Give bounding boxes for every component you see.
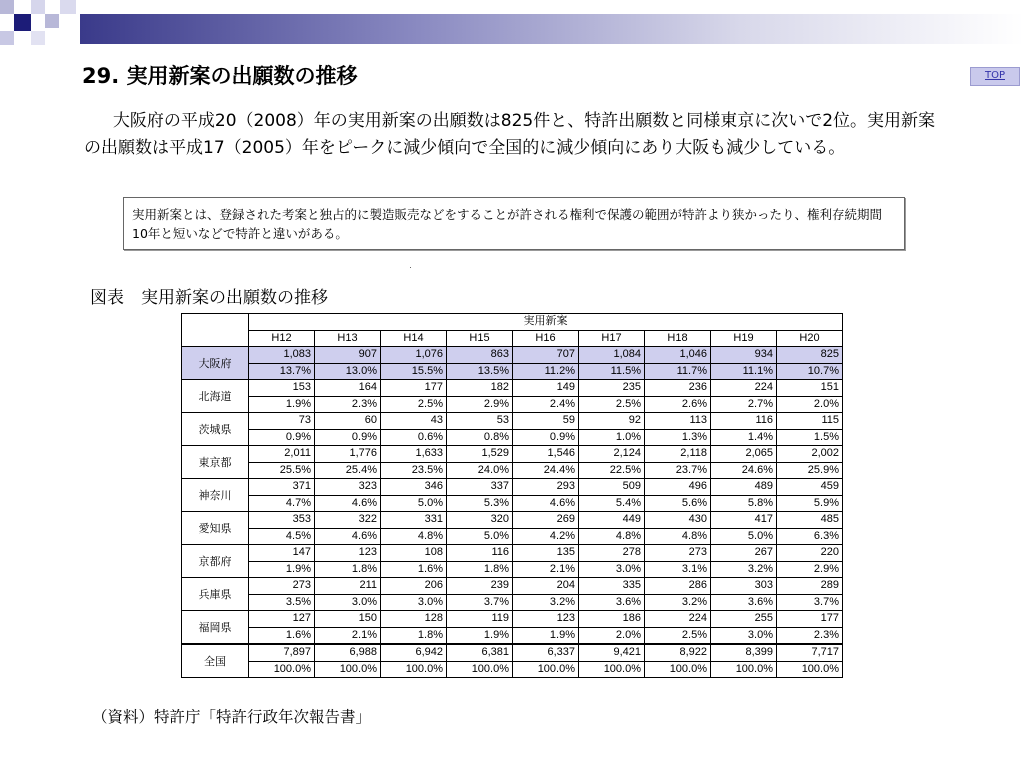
year-header-row (182, 330, 843, 347)
count-cell: 353 (249, 512, 315, 529)
count-cell: 239 (447, 578, 513, 595)
share-cell: 1.9% (249, 561, 315, 578)
prefecture-name: 京都府 (182, 545, 249, 578)
share-cell: 25.9% (777, 462, 843, 479)
header-square (0, 31, 14, 45)
share-cell: 1.0% (579, 429, 645, 446)
count-cell: 337 (447, 479, 513, 496)
table-row-share (182, 594, 843, 611)
year-header: H19 (711, 330, 777, 347)
share-cell: 3.1% (645, 561, 711, 578)
count-cell: 278 (579, 545, 645, 562)
count-cell: 293 (513, 479, 579, 496)
share-cell: 1.9% (447, 627, 513, 644)
count-cell: 108 (381, 545, 447, 562)
prefecture-name: 神奈川 (182, 479, 249, 512)
page-title: 29. 実用新案の出願数の推移 (82, 64, 358, 88)
count-cell: 417 (711, 512, 777, 529)
table-row-count (182, 479, 843, 496)
count-cell: 346 (381, 479, 447, 496)
share-cell: 24.4% (513, 462, 579, 479)
count-cell: 7,717 (777, 644, 843, 661)
count-cell: 92 (579, 413, 645, 430)
share-cell: 10.7% (777, 363, 843, 380)
count-cell: 220 (777, 545, 843, 562)
share-cell: 25.4% (315, 462, 381, 479)
count-cell: 6,337 (513, 644, 579, 661)
count-cell: 485 (777, 512, 843, 529)
share-cell: 25.5% (249, 462, 315, 479)
share-cell: 3.6% (711, 594, 777, 611)
share-cell: 4.8% (579, 528, 645, 545)
prefecture-name: 北海道 (182, 380, 249, 413)
share-cell: 11.7% (645, 363, 711, 380)
share-cell: 6.3% (777, 528, 843, 545)
count-cell: 204 (513, 578, 579, 595)
share-cell: 2.3% (777, 627, 843, 644)
count-cell: 1,633 (381, 446, 447, 463)
count-cell: 182 (447, 380, 513, 397)
year-header: H16 (513, 330, 579, 347)
share-cell: 2.9% (777, 561, 843, 578)
share-cell: 11.5% (579, 363, 645, 380)
table-row-share (182, 429, 843, 446)
share-cell: 2.5% (579, 396, 645, 413)
prefecture-name: 大阪府 (182, 347, 249, 380)
share-cell: 1.6% (381, 561, 447, 578)
share-cell: 5.4% (579, 495, 645, 512)
count-cell: 8,399 (711, 644, 777, 661)
count-cell: 149 (513, 380, 579, 397)
share-cell: 3.2% (711, 561, 777, 578)
share-cell: 22.5% (579, 462, 645, 479)
share-cell: 2.0% (579, 627, 645, 644)
count-cell: 430 (645, 512, 711, 529)
share-cell: 2.4% (513, 396, 579, 413)
count-cell: 123 (315, 545, 381, 562)
count-cell: 186 (579, 611, 645, 628)
share-cell: 3.6% (579, 594, 645, 611)
share-cell: 2.5% (645, 627, 711, 644)
share-cell: 23.5% (381, 462, 447, 479)
count-cell: 269 (513, 512, 579, 529)
count-cell: 151 (777, 380, 843, 397)
count-cell: 1,046 (645, 347, 711, 364)
share-cell: 5.0% (381, 495, 447, 512)
prefecture-name: 愛知県 (182, 512, 249, 545)
prefecture-name: 東京都 (182, 446, 249, 479)
year-header: H15 (447, 330, 513, 347)
share-cell: 1.8% (315, 561, 381, 578)
share-cell: 0.9% (315, 429, 381, 446)
year-header: H20 (777, 330, 843, 347)
share-cell: 0.9% (513, 429, 579, 446)
share-cell: 2.6% (645, 396, 711, 413)
count-cell: 113 (645, 413, 711, 430)
table-row-share (182, 661, 843, 678)
note-box (123, 197, 905, 250)
intro-paragraph (84, 108, 944, 162)
share-cell: 1.8% (447, 561, 513, 578)
count-cell: 371 (249, 479, 315, 496)
count-cell: 1,529 (447, 446, 513, 463)
count-cell: 211 (315, 578, 381, 595)
count-cell: 177 (777, 611, 843, 628)
prefecture-name: 兵庫県 (182, 578, 249, 611)
count-cell: 303 (711, 578, 777, 595)
count-cell: 224 (645, 611, 711, 628)
count-cell: 6,381 (447, 644, 513, 661)
share-cell: 4.6% (513, 495, 579, 512)
count-cell: 177 (381, 380, 447, 397)
stray-dot (410, 267, 411, 268)
count-cell: 73 (249, 413, 315, 430)
count-cell: 459 (777, 479, 843, 496)
count-cell: 907 (315, 347, 381, 364)
header-gradient-bar (80, 14, 1024, 44)
count-cell: 1,084 (579, 347, 645, 364)
year-header: H18 (645, 330, 711, 347)
share-cell: 100.0% (513, 661, 579, 678)
count-cell: 2,065 (711, 446, 777, 463)
table-row-count (182, 380, 843, 397)
count-cell: 273 (645, 545, 711, 562)
count-cell: 255 (711, 611, 777, 628)
share-cell: 3.7% (447, 594, 513, 611)
table-corner (182, 314, 249, 347)
count-cell: 236 (645, 380, 711, 397)
share-cell: 3.2% (513, 594, 579, 611)
share-cell: 23.7% (645, 462, 711, 479)
share-cell: 100.0% (579, 661, 645, 678)
table-row-share (182, 528, 843, 545)
note-text: 実用新案とは、登録された考案と独占的に製造販売などをすることが許される権利で保護の範囲が特許より狭かったり、権利存続期間10年と短いなどで特許と違いがある。 (132, 207, 883, 241)
count-cell: 1,546 (513, 446, 579, 463)
share-cell: 3.2% (645, 594, 711, 611)
share-cell: 4.8% (645, 528, 711, 545)
share-cell: 0.6% (381, 429, 447, 446)
count-cell: 1,076 (381, 347, 447, 364)
share-cell: 100.0% (315, 661, 381, 678)
share-cell: 4.6% (315, 495, 381, 512)
figure-title: 図表 実用新案の出願数の推移 (90, 288, 328, 308)
share-cell: 5.0% (711, 528, 777, 545)
header-square (31, 0, 45, 14)
table-row-count (182, 446, 843, 463)
header-square (0, 0, 14, 14)
share-cell: 11.2% (513, 363, 579, 380)
share-cell: 4.8% (381, 528, 447, 545)
table-row-share (182, 627, 843, 644)
count-cell: 164 (315, 380, 381, 397)
count-cell: 116 (447, 545, 513, 562)
table-row-share (182, 396, 843, 413)
table-row-share (182, 495, 843, 512)
source-note: （資料）特許庁「特許行政年次報告書」 (92, 708, 372, 726)
count-cell: 449 (579, 512, 645, 529)
header-square (14, 14, 31, 31)
share-cell: 5.3% (447, 495, 513, 512)
count-cell: 273 (249, 578, 315, 595)
prefecture-name: 福岡県 (182, 611, 249, 645)
share-cell: 4.5% (249, 528, 315, 545)
share-cell: 5.6% (645, 495, 711, 512)
year-header: H14 (381, 330, 447, 347)
count-cell: 60 (315, 413, 381, 430)
share-cell: 11.1% (711, 363, 777, 380)
share-cell: 4.7% (249, 495, 315, 512)
count-cell: 509 (579, 479, 645, 496)
count-cell: 331 (381, 512, 447, 529)
share-cell: 100.0% (711, 661, 777, 678)
share-cell: 5.9% (777, 495, 843, 512)
header-square (60, 0, 76, 14)
table-row-count (182, 545, 843, 562)
utility-model-table (181, 313, 843, 678)
count-cell: 153 (249, 380, 315, 397)
count-cell: 128 (381, 611, 447, 628)
count-cell: 335 (579, 578, 645, 595)
share-cell: 24.6% (711, 462, 777, 479)
share-cell: 3.0% (381, 594, 447, 611)
count-cell: 1,776 (315, 446, 381, 463)
table-row-share (182, 363, 843, 380)
count-cell: 707 (513, 347, 579, 364)
count-cell: 147 (249, 545, 315, 562)
share-cell: 2.7% (711, 396, 777, 413)
count-cell: 206 (381, 578, 447, 595)
share-cell: 5.0% (447, 528, 513, 545)
share-cell: 3.0% (711, 627, 777, 644)
count-cell: 322 (315, 512, 381, 529)
share-cell: 24.0% (447, 462, 513, 479)
count-cell: 6,942 (381, 644, 447, 661)
count-cell: 127 (249, 611, 315, 628)
header-square (45, 14, 59, 28)
share-cell: 2.0% (777, 396, 843, 413)
table-row-count (182, 578, 843, 595)
share-cell: 1.9% (513, 627, 579, 644)
year-header: H17 (579, 330, 645, 347)
count-cell: 116 (711, 413, 777, 430)
count-cell: 825 (777, 347, 843, 364)
share-cell: 1.3% (645, 429, 711, 446)
count-cell: 934 (711, 347, 777, 364)
share-cell: 0.9% (249, 429, 315, 446)
count-cell: 9,421 (579, 644, 645, 661)
table-row-share (182, 561, 843, 578)
count-cell: 286 (645, 578, 711, 595)
count-cell: 123 (513, 611, 579, 628)
count-cell: 7,897 (249, 644, 315, 661)
share-cell: 100.0% (381, 661, 447, 678)
header-square (31, 31, 45, 45)
count-cell: 863 (447, 347, 513, 364)
share-cell: 100.0% (645, 661, 711, 678)
count-cell: 496 (645, 479, 711, 496)
count-cell: 43 (381, 413, 447, 430)
share-cell: 2.9% (447, 396, 513, 413)
intro-text: 大阪府の平成20（2008）年の実用新案の出願数は825件と、特許出願数と同様東京に次いで2位。実用新案の出願数は平成17（2005）年をピークに減少傾向で全国的に減少傾向にあり大阪も減少している。 (84, 111, 936, 158)
share-cell: 1.8% (381, 627, 447, 644)
count-cell: 119 (447, 611, 513, 628)
table-row-count (182, 347, 843, 364)
share-cell: 100.0% (447, 661, 513, 678)
share-cell: 100.0% (777, 661, 843, 678)
count-cell: 224 (711, 380, 777, 397)
share-cell: 2.1% (513, 561, 579, 578)
count-cell: 135 (513, 545, 579, 562)
share-cell: 0.8% (447, 429, 513, 446)
year-header: H13 (315, 330, 381, 347)
table-row-count (182, 413, 843, 430)
count-cell: 489 (711, 479, 777, 496)
share-cell: 1.4% (711, 429, 777, 446)
share-cell: 1.5% (777, 429, 843, 446)
count-cell: 323 (315, 479, 381, 496)
count-cell: 2,118 (645, 446, 711, 463)
count-cell: 2,011 (249, 446, 315, 463)
share-cell: 1.9% (249, 396, 315, 413)
share-cell: 2.3% (315, 396, 381, 413)
share-cell: 100.0% (249, 661, 315, 678)
count-cell: 289 (777, 578, 843, 595)
table-row-count (182, 611, 843, 628)
share-cell: 1.6% (249, 627, 315, 644)
share-cell: 13.7% (249, 363, 315, 380)
share-cell: 13.0% (315, 363, 381, 380)
share-cell: 4.6% (315, 528, 381, 545)
share-cell: 3.0% (315, 594, 381, 611)
share-cell: 13.5% (447, 363, 513, 380)
year-header: H12 (249, 330, 315, 347)
share-cell: 4.2% (513, 528, 579, 545)
share-cell: 5.8% (711, 495, 777, 512)
group-header: 実用新案 (249, 314, 843, 331)
share-cell: 3.0% (579, 561, 645, 578)
count-cell: 8,922 (645, 644, 711, 661)
table-row-count (182, 512, 843, 529)
count-cell: 150 (315, 611, 381, 628)
count-cell: 2,124 (579, 446, 645, 463)
share-cell: 2.1% (315, 627, 381, 644)
prefecture-name: 全国 (182, 644, 249, 678)
count-cell: 59 (513, 413, 579, 430)
prefecture-name: 茨城県 (182, 413, 249, 446)
share-cell: 2.5% (381, 396, 447, 413)
share-cell: 3.7% (777, 594, 843, 611)
count-cell: 267 (711, 545, 777, 562)
count-cell: 2,002 (777, 446, 843, 463)
count-cell: 53 (447, 413, 513, 430)
table-row-count (182, 644, 843, 661)
table-row-share (182, 462, 843, 479)
share-cell: 15.5% (381, 363, 447, 380)
count-cell: 320 (447, 512, 513, 529)
count-cell: 115 (777, 413, 843, 430)
share-cell: 3.5% (249, 594, 315, 611)
count-cell: 235 (579, 380, 645, 397)
count-cell: 1,083 (249, 347, 315, 364)
count-cell: 6,988 (315, 644, 381, 661)
top-link[interactable]: TOP (970, 67, 1020, 86)
